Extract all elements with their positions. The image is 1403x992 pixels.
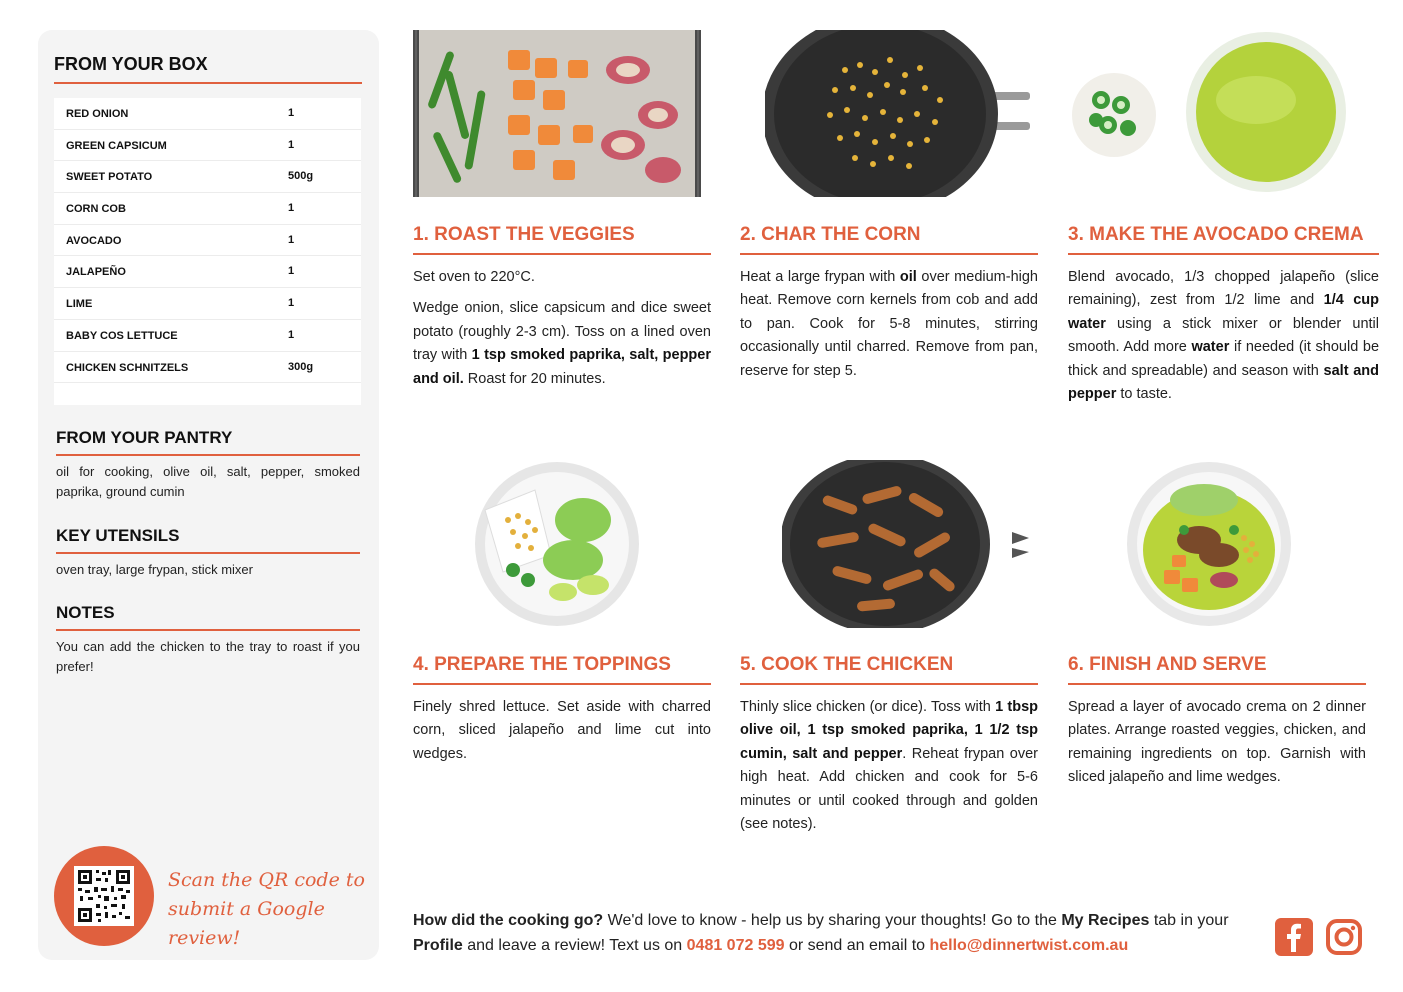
bold-run: 1 tsp smoked paprika, salt, pepper and oil. <box>413 347 711 387</box>
pantry-text: oil for cooking, olive oil, salt, pepper, smoked paprika, ground cumin <box>56 464 360 499</box>
ingredient-name: BABY COS LETTUCE <box>66 329 178 342</box>
text-run: Blend avocado, 1/3 chopped jalapeño (slice remaining), zest from 1/2 lime and <box>1068 269 1379 309</box>
qr-code-icon[interactable] <box>74 866 134 926</box>
heading-rule <box>56 552 360 554</box>
ingredient-row <box>54 256 361 288</box>
instagram-icon[interactable] <box>1325 918 1363 956</box>
ingredient-row <box>54 98 361 130</box>
text-run: Heat a large frypan with <box>740 269 900 285</box>
text-run: Wedge onion, slice capsicum and dice sweet potato (roughly 2-3 cm). Toss on a lined oven tray with <box>413 300 711 364</box>
step-5-title: 5. COOK THE CHICKEN <box>740 654 954 675</box>
qr-caption <box>168 866 368 953</box>
ingredient-qty: 1 <box>288 233 295 246</box>
finished-plate-photo <box>1124 460 1294 628</box>
text-run: if needed (it should be thick and spreadable) and season with <box>1068 339 1380 379</box>
step-1-para: Set oven to 220°C. <box>413 269 535 285</box>
ingredient-row <box>54 161 361 193</box>
ingredient-qty: 1 <box>288 297 295 310</box>
ingredient-qty: 1 <box>288 328 295 341</box>
step-rule <box>1068 683 1366 685</box>
qr-badge[interactable] <box>54 846 154 946</box>
text-run: We'd love to know - help us by sharing your thoughts! Go to the <box>603 912 1062 929</box>
ingredient-qty: 1 <box>288 107 295 119</box>
utensils-heading: KEY UTENSILS <box>56 526 180 545</box>
step-3-text <box>1068 266 1379 406</box>
step-1-para <box>413 297 711 391</box>
heading-rule <box>56 629 360 631</box>
ingredient-name: AVOCADO <box>66 234 122 247</box>
bold-run: oil <box>899 269 917 285</box>
facebook-icon[interactable] <box>1275 918 1313 956</box>
ingredient-qty: 1 <box>288 202 295 215</box>
profile-label: Profile <box>413 937 463 954</box>
feedback-footer <box>413 908 1263 958</box>
text-run: to taste. <box>1116 386 1172 403</box>
phone-link[interactable]: 0481 072 599 <box>686 937 785 954</box>
step-rule <box>413 253 711 255</box>
text-run: tab in your <box>1149 912 1229 929</box>
qr-caption-line: Scan the QR code to <box>168 869 365 891</box>
text-run: or send an email to <box>784 937 930 954</box>
step-rule <box>740 683 1038 685</box>
step-5-text <box>740 696 1038 836</box>
bold-run: 1 tbsp olive oil, 1 tsp smoked paprika, 1 1/2 tsp cumin, salt and pepper <box>740 699 1038 762</box>
ingredient-name: SWEET POTATO <box>66 171 153 184</box>
text-run: Roast for 20 minutes. <box>463 370 606 387</box>
notes-heading: NOTES <box>56 603 115 622</box>
ingredient-qty: 500g <box>288 170 314 183</box>
text-run: over medium-high heat. Remove corn kernels from cob and add to pan. Cook for 5-8 minutes, stirring occasionally until charred. Remove from pan, reserve for step 5. <box>740 269 1038 379</box>
toppings-photo <box>473 460 641 628</box>
step-4-text: Finely shred lettuce. Set aside with charred corn, sliced jalapeño and lime cut into wedges. <box>413 699 711 762</box>
step-rule <box>1068 253 1379 255</box>
bold-run: salt and pepper <box>1068 362 1379 403</box>
ingredient-row <box>54 320 361 352</box>
my-recipes-label: My Recipes <box>1061 912 1150 929</box>
avocado-crema-photo <box>1066 30 1356 197</box>
sidebar-panel <box>38 30 379 960</box>
text-run: . Reheat frypan over high heat. Add chicken and cook for 5-6 minutes or until cooked through and golden (see notes). <box>740 745 1038 833</box>
step-rule <box>740 253 1038 255</box>
heading-rule <box>54 82 362 84</box>
step-4-title: 4. PREPARE THE TOPPINGS <box>413 654 671 675</box>
ingredient-row <box>54 130 361 162</box>
ingredient-name: CORN COB <box>66 203 126 216</box>
step-6-title: 6. FINISH AND SERVE <box>1068 654 1267 675</box>
ingredient-qty: 1 <box>288 138 295 151</box>
ingredients-table <box>54 98 361 405</box>
step-1-text <box>413 266 711 391</box>
step-rule <box>413 683 711 685</box>
chicken-frypan-photo <box>782 460 1032 628</box>
ingredient-name: RED ONION <box>66 108 129 120</box>
bold-run: water <box>1191 339 1230 356</box>
bold-run: 1/4 cup water <box>1068 292 1380 332</box>
ingredient-row <box>54 352 361 384</box>
step-2-text <box>740 266 1038 383</box>
ingredient-name: JALAPEÑO <box>66 266 126 279</box>
charred-corn-photo <box>765 30 1030 197</box>
utensils-text: oven tray, large frypan, stick mixer <box>56 562 253 577</box>
ingredient-qty: 1 <box>288 265 295 278</box>
step-1-title: 1. ROAST THE VEGGIES <box>413 224 635 245</box>
step-2-title: 2. CHAR THE CORN <box>740 224 921 245</box>
heading-rule <box>56 454 360 456</box>
roasted-veggies-photo <box>413 30 701 197</box>
step-3-title: 3. MAKE THE AVOCADO CREMA <box>1068 224 1364 245</box>
notes-text: You can add the chicken to the tray to roast if you prefer! <box>56 639 360 674</box>
step-6-text: Spread a layer of avocado crema on 2 dinner plates. Arrange roasted veggies, chicken, and remaining ingredients on top. Garnish with sliced jalapeño and lime wedges. <box>1068 699 1366 786</box>
ingredient-name: CHICKEN SCHNITZELS <box>66 361 189 374</box>
ingredient-qty: 300g <box>288 360 314 373</box>
footer-question: How did the cooking go? <box>413 912 604 929</box>
ingredient-name: GREEN CAPSICUM <box>66 139 167 152</box>
ingredient-row <box>54 288 361 320</box>
ingredient-row <box>54 225 361 257</box>
ingredient-name: LIME <box>66 298 93 311</box>
email-link[interactable]: hello@dinnertwist.com.au <box>929 937 1129 954</box>
text-run: using a stick mixer or blender until smooth. Add more <box>1068 315 1379 356</box>
from-your-box-heading: FROM YOUR BOX <box>54 54 208 74</box>
qr-caption-line: submit a Google review! <box>168 898 325 949</box>
text-run: and leave a review! Text us on <box>462 937 687 954</box>
pantry-heading: FROM YOUR PANTRY <box>56 428 233 447</box>
ingredient-row <box>54 193 361 225</box>
text-run: Thinly slice chicken (or dice). Toss with <box>740 699 996 715</box>
